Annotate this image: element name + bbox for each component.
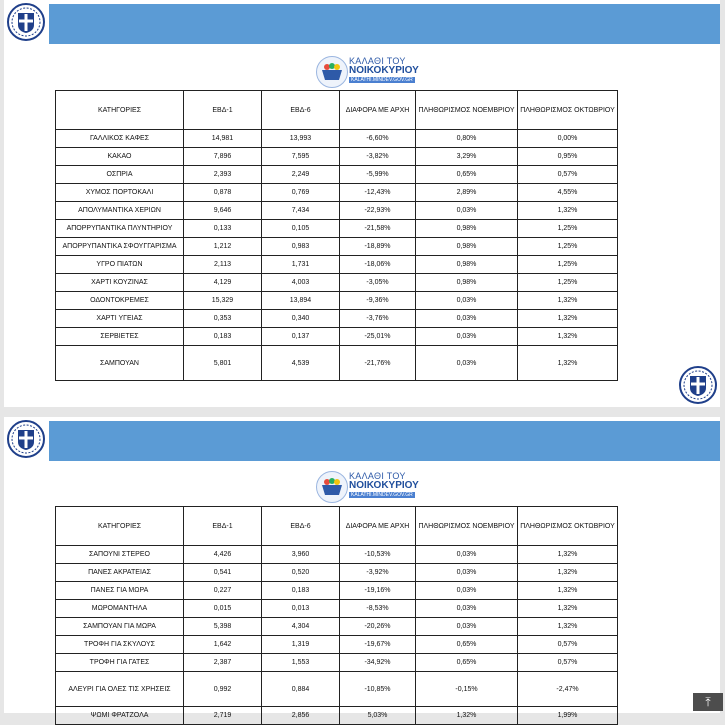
table-row bbox=[56, 546, 618, 564]
cell-inflation-oct: 1,32% bbox=[518, 564, 618, 582]
table-row bbox=[56, 238, 618, 256]
logo-url: KALATHI.MINDEV.GOV.GR bbox=[351, 492, 413, 498]
cell-inflation-nov: 0,03% bbox=[416, 582, 518, 600]
cell-week6: 3,960 bbox=[262, 546, 340, 564]
cell-week6: 0,105 bbox=[262, 220, 340, 238]
table-header-row bbox=[56, 91, 618, 130]
cell-diff: -21,76% bbox=[340, 346, 416, 381]
basket-icon bbox=[316, 56, 348, 88]
cell-diff: 5,03% bbox=[340, 707, 416, 725]
cell-diff: -5,99% bbox=[340, 166, 416, 184]
cell-diff: -6,60% bbox=[340, 130, 416, 148]
cell-week1: 15,329 bbox=[184, 292, 262, 310]
scroll-to-top-button[interactable] bbox=[693, 693, 723, 711]
cell-week1: 0,183 bbox=[184, 328, 262, 346]
price-table-2 bbox=[55, 506, 618, 725]
cell-diff: -10,53% bbox=[340, 546, 416, 564]
cell-category: ΥΓΡΟ ΠΙΑΤΩΝ bbox=[56, 256, 184, 274]
logo-line2: ΝΟΙΚΟΚΥΡΙΟΥ bbox=[349, 480, 419, 491]
cell-inflation-nov: 0,65% bbox=[416, 636, 518, 654]
cell-inflation-oct: 1,32% bbox=[518, 346, 618, 381]
cell-inflation-nov: 0,03% bbox=[416, 600, 518, 618]
cell-week1: 2,113 bbox=[184, 256, 262, 274]
cell-category: ΚΑΚΑΟ bbox=[56, 148, 184, 166]
header-inflation-oct: ΠΛΗΘΩΡΙΣΜΟΣ ΟΚΤΩΒΡΙΟΥ bbox=[518, 507, 618, 546]
cell-inflation-nov: 0,03% bbox=[416, 618, 518, 636]
cell-diff: -34,92% bbox=[340, 654, 416, 672]
cell-inflation-nov: 0,98% bbox=[416, 220, 518, 238]
cell-category: ΣΑΜΠΟΥΑΝ ΓΙΑ ΜΩΡΑ bbox=[56, 618, 184, 636]
cell-inflation-oct: 1,32% bbox=[518, 292, 618, 310]
cell-inflation-nov: 0,03% bbox=[416, 346, 518, 381]
cell-inflation-oct: 0,57% bbox=[518, 636, 618, 654]
cell-week1: 5,801 bbox=[184, 346, 262, 381]
cell-inflation-oct: 1,32% bbox=[518, 600, 618, 618]
table-row bbox=[56, 148, 618, 166]
cell-inflation-nov: 0,65% bbox=[416, 166, 518, 184]
logo-line1: ΚΑΛΑΘΙ ΤΟΥ bbox=[349, 56, 406, 66]
cell-week6: 0,183 bbox=[262, 582, 340, 600]
cell-week6: 7,595 bbox=[262, 148, 340, 166]
cell-week6: 7,434 bbox=[262, 202, 340, 220]
header-week6: ΕΒΔ-6 bbox=[262, 91, 340, 130]
cell-diff: -18,06% bbox=[340, 256, 416, 274]
cell-week1: 9,646 bbox=[184, 202, 262, 220]
cell-week6: 1,553 bbox=[262, 654, 340, 672]
header-diff: ΔΙΑΦΟΡΑ ΜΕ ΑΡΧΗ bbox=[340, 91, 416, 130]
cell-week1: 2,393 bbox=[184, 166, 262, 184]
cell-week1: 0,015 bbox=[184, 600, 262, 618]
table-row bbox=[56, 220, 618, 238]
table-row bbox=[56, 130, 618, 148]
cell-week1: 0,353 bbox=[184, 310, 262, 328]
cell-inflation-nov: 2,89% bbox=[416, 184, 518, 202]
arrow-up-to-top-icon: ⤒ bbox=[705, 695, 711, 709]
cell-inflation-oct: 4,55% bbox=[518, 184, 618, 202]
cell-week6: 0,769 bbox=[262, 184, 340, 202]
cell-category: ΧΥΜΟΣ ΠΟΡΤΟΚΑΛΙ bbox=[56, 184, 184, 202]
table-row bbox=[56, 202, 618, 220]
kalathi-logo bbox=[316, 471, 419, 501]
table-row bbox=[56, 292, 618, 310]
header-inflation-oct: ΠΛΗΘΩΡΙΣΜΟΣ ΟΚΤΩΒΡΙΟΥ bbox=[518, 91, 618, 130]
cell-inflation-oct: 1,25% bbox=[518, 256, 618, 274]
cell-inflation-nov: 0,98% bbox=[416, 274, 518, 292]
cell-week6: 13,894 bbox=[262, 292, 340, 310]
table-row bbox=[56, 346, 618, 381]
header-diff: ΔΙΑΦΟΡΑ ΜΕ ΑΡΧΗ bbox=[340, 507, 416, 546]
cell-diff: -12,43% bbox=[340, 184, 416, 202]
table-row bbox=[56, 166, 618, 184]
cell-week6: 1,731 bbox=[262, 256, 340, 274]
header-week6: ΕΒΔ-6 bbox=[262, 507, 340, 546]
cell-week6: 0,983 bbox=[262, 238, 340, 256]
cell-category: ΣΑΜΠΟΥΑΝ bbox=[56, 346, 184, 381]
header-categories: ΚΑΤΗΓΟΡΙΕΣ bbox=[56, 507, 184, 546]
cell-week1: 14,981 bbox=[184, 130, 262, 148]
cell-inflation-oct: 0,95% bbox=[518, 148, 618, 166]
cell-week6: 0,520 bbox=[262, 564, 340, 582]
cell-inflation-nov: 0,65% bbox=[416, 654, 518, 672]
greek-emblem-icon bbox=[6, 2, 46, 42]
cell-week1: 5,398 bbox=[184, 618, 262, 636]
table-header-row bbox=[56, 507, 618, 546]
header-week1: ΕΒΔ-1 bbox=[184, 507, 262, 546]
cell-week1: 0,227 bbox=[184, 582, 262, 600]
cell-week1: 0,133 bbox=[184, 220, 262, 238]
cell-inflation-nov: 3,29% bbox=[416, 148, 518, 166]
cell-category: ΠΑΝΕΣ ΑΚΡΑΤΕΙΑΣ bbox=[56, 564, 184, 582]
cell-inflation-oct: 1,32% bbox=[518, 202, 618, 220]
table-row bbox=[56, 600, 618, 618]
header-banner bbox=[49, 421, 720, 461]
slide-2 bbox=[4, 417, 720, 719]
cell-inflation-oct: 1,25% bbox=[518, 274, 618, 292]
table-row bbox=[56, 328, 618, 346]
cell-inflation-oct: 0,57% bbox=[518, 166, 618, 184]
table-row bbox=[56, 654, 618, 672]
cell-diff: -3,05% bbox=[340, 274, 416, 292]
cell-week6: 4,003 bbox=[262, 274, 340, 292]
cell-category: ΧΑΡΤΙ ΥΓΕΙΑΣ bbox=[56, 310, 184, 328]
table-row bbox=[56, 310, 618, 328]
cell-week6: 0,013 bbox=[262, 600, 340, 618]
cell-inflation-oct: 1,32% bbox=[518, 582, 618, 600]
cell-week6: 2,249 bbox=[262, 166, 340, 184]
header-categories: ΚΑΤΗΓΟΡΙΕΣ bbox=[56, 91, 184, 130]
cell-category: ΟΣΠΡΙΑ bbox=[56, 166, 184, 184]
header-week1: ΕΒΔ-1 bbox=[184, 91, 262, 130]
cell-week1: 7,896 bbox=[184, 148, 262, 166]
cell-week1: 2,387 bbox=[184, 654, 262, 672]
table-row bbox=[56, 274, 618, 292]
table-row bbox=[56, 256, 618, 274]
table-row bbox=[56, 618, 618, 636]
cell-inflation-nov: 0,98% bbox=[416, 238, 518, 256]
cell-inflation-nov: 0,03% bbox=[416, 546, 518, 564]
cell-inflation-nov: 0,03% bbox=[416, 564, 518, 582]
table-row bbox=[56, 184, 618, 202]
cell-category: ΑΠΟΡΡΥΠΑΝΤΙΚΑ ΣΦΟΥΓΓΑΡΙΣΜΑ bbox=[56, 238, 184, 256]
cell-inflation-nov: 1,32% bbox=[416, 707, 518, 725]
cell-category: ΤΡΟΦΗ ΓΙΑ ΓΑΤΕΣ bbox=[56, 654, 184, 672]
cell-week1: 4,129 bbox=[184, 274, 262, 292]
cell-week6: 13,993 bbox=[262, 130, 340, 148]
cell-diff: -3,82% bbox=[340, 148, 416, 166]
cell-inflation-oct: 1,32% bbox=[518, 328, 618, 346]
cell-diff: -9,36% bbox=[340, 292, 416, 310]
cell-inflation-oct: -2,47% bbox=[518, 672, 618, 707]
logo-line1: ΚΑΛΑΘΙ ΤΟΥ bbox=[349, 471, 406, 481]
header-inflation-nov: ΠΛΗΘΩΡΙΣΜΟΣ ΝΟΕΜΒΡΙΟΥ bbox=[416, 507, 518, 546]
cell-week6: 1,319 bbox=[262, 636, 340, 654]
cell-week1: 0,992 bbox=[184, 672, 262, 707]
cell-diff: -25,01% bbox=[340, 328, 416, 346]
kalathi-logo bbox=[316, 56, 419, 86]
cell-week1: 1,642 bbox=[184, 636, 262, 654]
table-row bbox=[56, 707, 618, 725]
cell-diff: -18,89% bbox=[340, 238, 416, 256]
cell-inflation-oct: 0,00% bbox=[518, 130, 618, 148]
cell-inflation-nov: 0,03% bbox=[416, 310, 518, 328]
cell-inflation-nov: -0,15% bbox=[416, 672, 518, 707]
logo-line2: ΝΟΙΚΟΚΥΡΙΟΥ bbox=[349, 65, 419, 76]
cell-inflation-oct: 1,32% bbox=[518, 618, 618, 636]
cell-diff: -22,93% bbox=[340, 202, 416, 220]
cell-week1: 1,212 bbox=[184, 238, 262, 256]
cell-category: ΠΑΝΕΣ ΓΙΑ ΜΩΡΑ bbox=[56, 582, 184, 600]
logo-url: KALATHI.MINDEV.GOV.GR bbox=[351, 77, 413, 83]
cell-week6: 4,304 bbox=[262, 618, 340, 636]
cell-inflation-oct: 1,32% bbox=[518, 310, 618, 328]
cell-inflation-oct: 1,25% bbox=[518, 220, 618, 238]
table-row bbox=[56, 582, 618, 600]
cell-diff: -8,53% bbox=[340, 600, 416, 618]
cell-diff: -3,92% bbox=[340, 564, 416, 582]
greek-emblem-icon bbox=[678, 365, 718, 405]
cell-diff: -21,58% bbox=[340, 220, 416, 238]
cell-diff: -3,76% bbox=[340, 310, 416, 328]
cell-diff: -19,67% bbox=[340, 636, 416, 654]
cell-category: ΑΛΕΥΡΙ ΓΙΑ ΟΛΕΣ ΤΙΣ ΧΡΗΣΕΙΣ bbox=[56, 672, 184, 707]
slide-1 bbox=[4, 0, 720, 407]
cell-week1: 0,541 bbox=[184, 564, 262, 582]
cell-week6: 0,340 bbox=[262, 310, 340, 328]
table-row bbox=[56, 564, 618, 582]
cell-category: ΨΩΜΙ ΦΡΑΤΖΟΛΑ bbox=[56, 707, 184, 725]
cell-inflation-nov: 0,03% bbox=[416, 202, 518, 220]
cell-inflation-oct: 0,57% bbox=[518, 654, 618, 672]
header-banner bbox=[49, 4, 720, 44]
cell-week6: 2,856 bbox=[262, 707, 340, 725]
cell-category: ΣΕΡΒΙΕΤΕΣ bbox=[56, 328, 184, 346]
table-row bbox=[56, 636, 618, 654]
cell-category: ΓΑΛΛΙΚΟΣ ΚΑΦΕΣ bbox=[56, 130, 184, 148]
cell-inflation-nov: 0,03% bbox=[416, 328, 518, 346]
cell-week6: 0,137 bbox=[262, 328, 340, 346]
header-inflation-nov: ΠΛΗΘΩΡΙΣΜΟΣ ΝΟΕΜΒΡΙΟΥ bbox=[416, 91, 518, 130]
cell-category: ΣΑΠΟΥΝΙ ΣΤΕΡΕΟ bbox=[56, 546, 184, 564]
cell-diff: -19,16% bbox=[340, 582, 416, 600]
cell-inflation-nov: 0,03% bbox=[416, 292, 518, 310]
price-table-1 bbox=[55, 90, 618, 381]
cell-week6: 0,884 bbox=[262, 672, 340, 707]
cell-diff: -20,26% bbox=[340, 618, 416, 636]
cell-inflation-oct: 1,25% bbox=[518, 238, 618, 256]
cell-category: ΜΩΡΟΜΑΝΤΗΛΑ bbox=[56, 600, 184, 618]
greek-emblem-icon bbox=[6, 419, 46, 459]
cell-category: ΤΡΟΦΗ ΓΙΑ ΣΚΥΛΟΥΣ bbox=[56, 636, 184, 654]
cell-category: ΑΠΟΛΥΜΑΝΤΙΚΑ ΧΕΡΙΩΝ bbox=[56, 202, 184, 220]
cell-diff: -10,85% bbox=[340, 672, 416, 707]
cell-inflation-nov: 0,80% bbox=[416, 130, 518, 148]
cell-inflation-oct: 1,32% bbox=[518, 546, 618, 564]
cell-week6: 4,539 bbox=[262, 346, 340, 381]
cell-category: ΑΠΟΡΡΥΠΑΝΤΙΚΑ ΠΛΥΝΤΗΡΙΟΥ bbox=[56, 220, 184, 238]
cell-inflation-oct: 1,99% bbox=[518, 707, 618, 725]
cell-week1: 2,719 bbox=[184, 707, 262, 725]
basket-icon bbox=[316, 471, 348, 503]
table-row bbox=[56, 672, 618, 707]
cell-category: ΟΔΟΝΤΟΚΡΕΜΕΣ bbox=[56, 292, 184, 310]
cell-week1: 4,426 bbox=[184, 546, 262, 564]
cell-category: ΧΑΡΤΙ ΚΟΥΖΙΝΑΣ bbox=[56, 274, 184, 292]
cell-inflation-nov: 0,98% bbox=[416, 256, 518, 274]
cell-week1: 0,878 bbox=[184, 184, 262, 202]
